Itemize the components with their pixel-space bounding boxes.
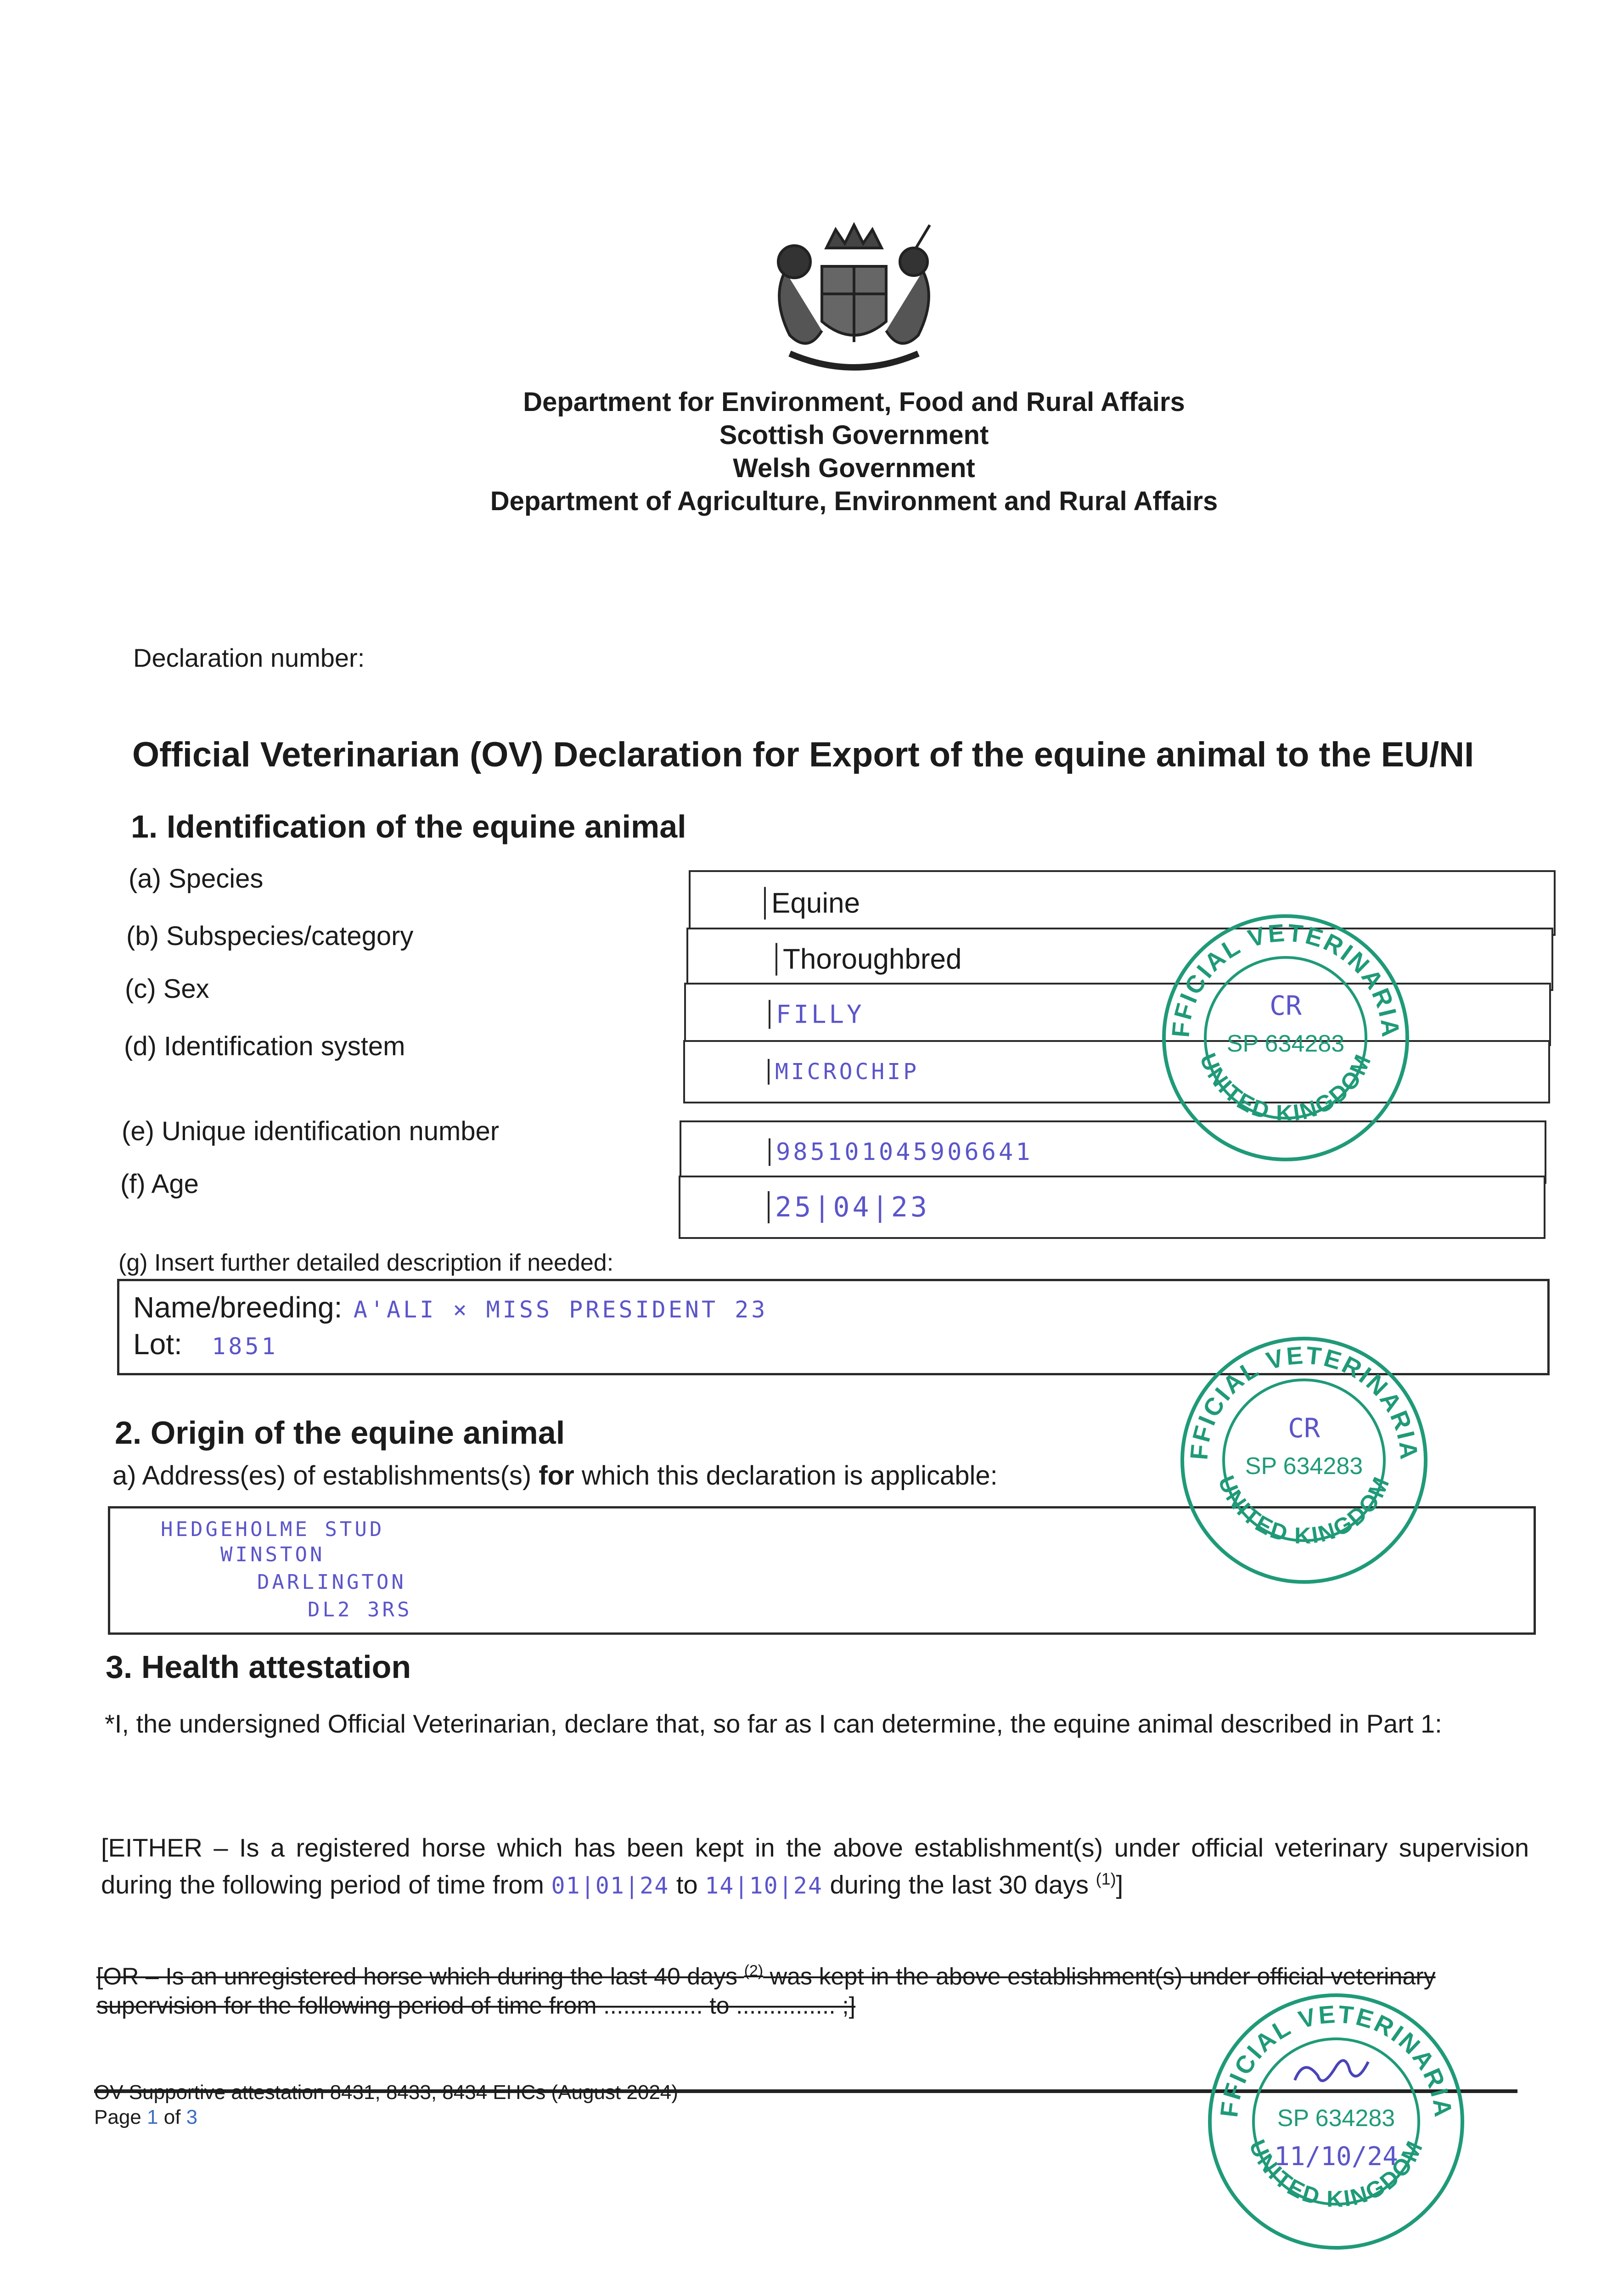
- section1-heading: 1. Identification of the equine animal: [131, 809, 686, 844]
- sex-field: [684, 983, 1551, 1046]
- or-post-text: was kept in the above establishment(s) under official veterinary supervision for the following period of time from ............... to ............... ;]: [96, 1963, 1436, 2020]
- identification-system-value: MICROCHIP: [768, 1059, 919, 1085]
- subspecies-field: [686, 928, 1553, 991]
- subspecies-value: Thoroughbred: [775, 943, 962, 976]
- identification-system-field: [683, 1040, 1550, 1103]
- species-value: Equine: [764, 887, 860, 919]
- stamp-2-top-text: FFICIAL VETERINARIA: [1185, 1341, 1423, 1463]
- page-title: Official Veterinarian (OV) Declaration for Export of the equine animal to the EU/NI: [132, 735, 1474, 774]
- address-line-3: DARLINGTON: [257, 1570, 406, 1594]
- either-to-date: 14|10|24: [705, 1872, 823, 1899]
- stamp-3-top-text: FFICIAL VETERINARIA: [1215, 2000, 1457, 2120]
- age-field: [679, 1176, 1545, 1239]
- name-breeding-label: Name/breeding:: [133, 1291, 343, 1324]
- department-defra: Department for Environment, Food and Rural Affairs: [523, 387, 1185, 417]
- label-subspecies: (b) Subspecies/category: [126, 921, 414, 951]
- name-breeding-value: A'ALI × MISS PRESIDENT 23: [353, 1296, 768, 1323]
- either-to-label: to: [676, 1870, 698, 1899]
- footer-page-total: 3: [186, 2106, 198, 2128]
- footer-page-indicator: [94, 2105, 678, 2130]
- stamp-2-bottom-text: UNITED KINGDOM: [1213, 1472, 1395, 1549]
- lot-value: 1851: [212, 1333, 278, 1360]
- stamp-1-initials: CR: [1270, 990, 1302, 1021]
- label-age: (f) Age: [120, 1169, 199, 1199]
- footer-attestation-ref: OV Supportive attestation 8431, 8433, 8434 EHCs (August 2024): [94, 2081, 678, 2104]
- royal-coat-of-arms-logo: [758, 216, 950, 381]
- either-from-date: 01|01|24: [551, 1872, 669, 1899]
- species-field: [689, 870, 1556, 936]
- stamp-1-bottom-text: UNITED KINGDOM: [1195, 1049, 1377, 1126]
- age-value: 25|04|23: [768, 1191, 930, 1223]
- or-footnote: (2): [744, 1962, 764, 1980]
- address-line-2: WINSTON: [220, 1543, 325, 1566]
- section3-heading: 3. Health attestation: [106, 1649, 411, 1685]
- stamp-3-bottom-text: UNITED KINGDOM: [1244, 2135, 1428, 2212]
- stamp-2-initials: CR: [1288, 1412, 1320, 1444]
- stamp-3-date: 11/10/24: [1274, 2142, 1398, 2172]
- sex-value: FILLY: [769, 1000, 865, 1029]
- footer-page-current: 1: [147, 2106, 158, 2128]
- address-label-part-c: which this declaration is applicable:: [581, 1461, 998, 1491]
- lot-label: Lot:: [133, 1328, 182, 1361]
- unique-id-field: [680, 1120, 1546, 1184]
- either-post-text: during the last 30 days: [830, 1870, 1089, 1899]
- stamp-3-number: SP 634283: [1277, 2105, 1395, 2132]
- ov-stamp-3: [1203, 1988, 1469, 2255]
- either-footnote: (1): [1096, 1869, 1116, 1888]
- ov-stamp-2: [1175, 1332, 1433, 1589]
- unique-id-value: 985101045906641: [769, 1138, 1033, 1166]
- svg-text:UNITED KINGDOM: [1195, 1049, 1377, 1126]
- stamp-1-number: SP 634283: [1226, 1030, 1345, 1057]
- address-label-part-b: for: [539, 1461, 574, 1491]
- signature-mark: [1295, 2060, 1368, 2081]
- label-unique-id: (e) Unique identification number: [122, 1116, 500, 1146]
- svg-text:OFFICIAL VETERINARIAN: [1203, 1988, 1457, 2120]
- address-line-1: HEDGEHOLME STUD: [161, 1518, 385, 1541]
- either-text: [EITHER – Is a registered horse which has been kept in the above establishment(s) under official veterinary supervision during the following period of time from: [101, 1833, 1529, 1899]
- label-identification-system: (d) Identification system: [124, 1031, 405, 1061]
- ov-stamp-1: [1157, 909, 1414, 1166]
- health-intro: *I, the undersigned Official Veterinarian, declare that, so far as I can determine, the equine animal described in Part 1:: [105, 1709, 1442, 1738]
- label-sex: (c) Sex: [125, 974, 209, 1004]
- footer-page-of: of: [163, 2106, 181, 2128]
- address-line-4: DL2 3RS: [308, 1598, 412, 1621]
- either-clause: [101, 1832, 1529, 1902]
- stamp-1-top-text: FFICIAL VETERINARIA: [1167, 919, 1405, 1040]
- department-welsh-government: Welsh Government: [733, 453, 975, 483]
- footer-page-label: Page: [94, 2106, 141, 2128]
- address-label-part-a: a) Address(es) of establishments(s): [112, 1461, 532, 1491]
- label-species: (a) Species: [129, 864, 264, 894]
- svg-text:UNITED KINGDOM: [1213, 1472, 1395, 1548]
- either-close-bracket: ]: [1116, 1870, 1124, 1899]
- department-scottish-government: Scottish Government: [719, 420, 989, 450]
- declaration-number-label: Declaration number:: [133, 643, 365, 672]
- stamp-2-number: SP 634283: [1245, 1453, 1363, 1480]
- section2-heading: 2. Origin of the equine animal: [115, 1415, 565, 1451]
- department-daera: Department of Agriculture, Environment and Rural Affairs: [490, 486, 1218, 516]
- footer: [94, 2080, 678, 2130]
- or-text: [OR – Is an unregistered horse which during the last 40 days: [96, 1963, 738, 1990]
- address-label: [112, 1460, 998, 1491]
- further-description-label: (g) Insert further detailed description if needed:: [118, 1249, 614, 1276]
